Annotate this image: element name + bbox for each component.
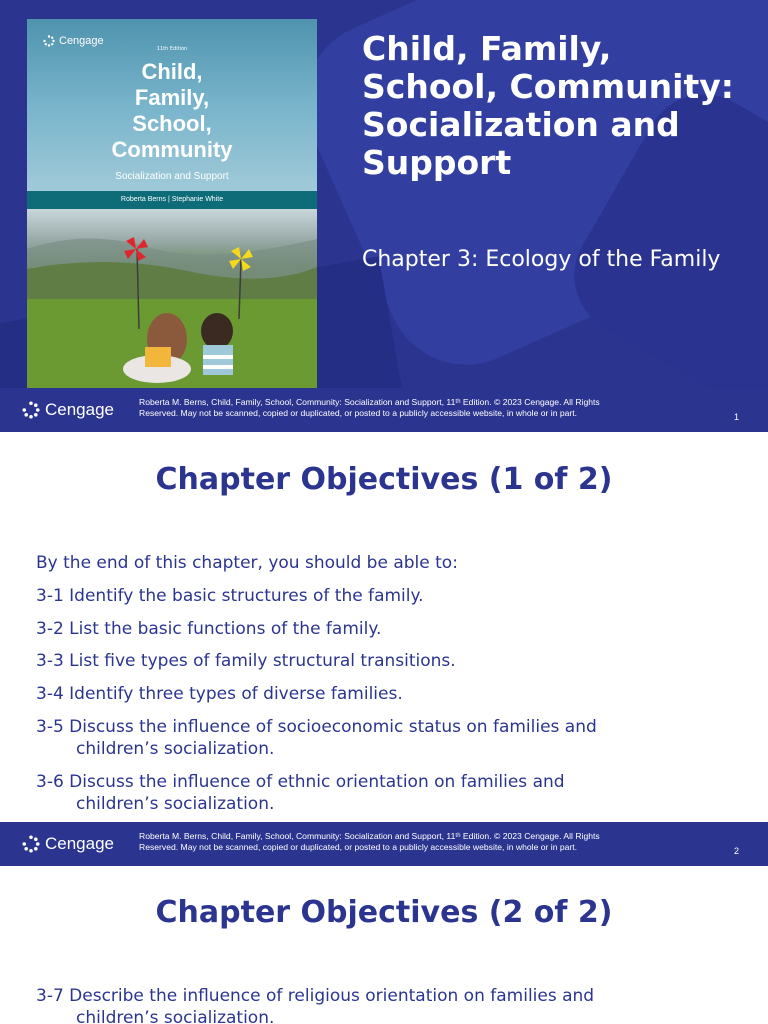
slide-1 — [0, 0, 768, 432]
book-cover-image — [27, 19, 317, 388]
cover-title — [27, 59, 317, 163]
objective-item: 3-2 List the basic functions of the family. — [36, 619, 382, 639]
objective-item: 3-3 List five types of family structural transitions. — [36, 651, 456, 671]
cover-authors: Roberta Berns | Stephanie White — [27, 191, 317, 209]
objective-item — [36, 771, 736, 815]
cengage-logo — [22, 400, 114, 420]
objective-line: 3-7 Describe the influence of religious orientation on families and — [36, 986, 595, 1006]
slide-3-title: Chapter Objectives (2 of 2) — [155, 895, 613, 930]
cover-edition: 11th Edition — [156, 46, 188, 52]
slide-2-title: Chapter Objectives (1 of 2) — [155, 462, 613, 497]
cover-title-line: School, — [132, 111, 212, 136]
objective-line: children’s socialization. — [76, 794, 275, 814]
copyright-line: Roberta M. Berns, Child, Family, School, Community: Socialization and Support, 11ᵗʰ Edition. © 2023 Cengage. All Rights — [139, 397, 600, 407]
objective-line: children’s socialization. — [76, 739, 275, 759]
objective-item — [36, 716, 736, 760]
slide-1-title: Child, Family, School, Community: Socialization and Support — [362, 29, 734, 182]
copyright-line: Roberta M. Berns, Child, Family, School, Community: Socialization and Support, 11ᵗʰ Edition. © 2023 Cengage. All Rights — [139, 831, 600, 841]
cover-title-line: Community — [111, 137, 233, 162]
objective-line: 3-6 Discuss the influence of ethnic orientation on families and — [36, 772, 565, 792]
cengage-logo — [22, 834, 114, 854]
copyright-line: Reserved. May not be scanned, copied or duplicated, or posted to a publicly accessible website, in whole or in part. — [139, 408, 578, 418]
cover-photo — [27, 209, 317, 388]
slide-footer — [0, 388, 768, 432]
cover-title-line: Child, — [141, 59, 203, 84]
copyright-line: Reserved. May not be scanned, copied or duplicated, or posted to a publicly accessible website, in whole or in part. — [139, 842, 578, 852]
objectives-intro: By the end of this chapter, you should be able to: — [36, 553, 458, 573]
objective-item — [36, 985, 736, 1024]
children-pinwheels-illustration — [27, 209, 317, 388]
objective-item: 3-1 Identify the basic structures of the family. — [36, 586, 424, 606]
cengage-logo-icon — [22, 835, 40, 853]
cengage-logo-icon — [22, 401, 40, 419]
page-number: 1 — [733, 412, 739, 422]
slide-1-subtitle: Chapter 3: Ecology of the Family — [362, 247, 721, 272]
copyright-notice — [139, 397, 709, 419]
slide-footer — [0, 822, 768, 866]
cover-subtitle: Socialization and Support — [115, 171, 229, 182]
objective-line: children’s socialization. — [76, 1008, 275, 1024]
cover-brand-text: Cengage — [59, 35, 104, 47]
cover-title-line: Family, — [134, 85, 210, 110]
page-number: 2 — [733, 846, 739, 856]
cengage-logo-text: Cengage — [45, 834, 115, 853]
cengage-logo-text: Cengage — [45, 400, 115, 419]
copyright-notice — [139, 831, 709, 853]
objective-line: 3-5 Discuss the influence of socioeconomic status on families and — [36, 717, 597, 737]
objective-item: 3-4 Identify three types of diverse families. — [36, 684, 403, 704]
